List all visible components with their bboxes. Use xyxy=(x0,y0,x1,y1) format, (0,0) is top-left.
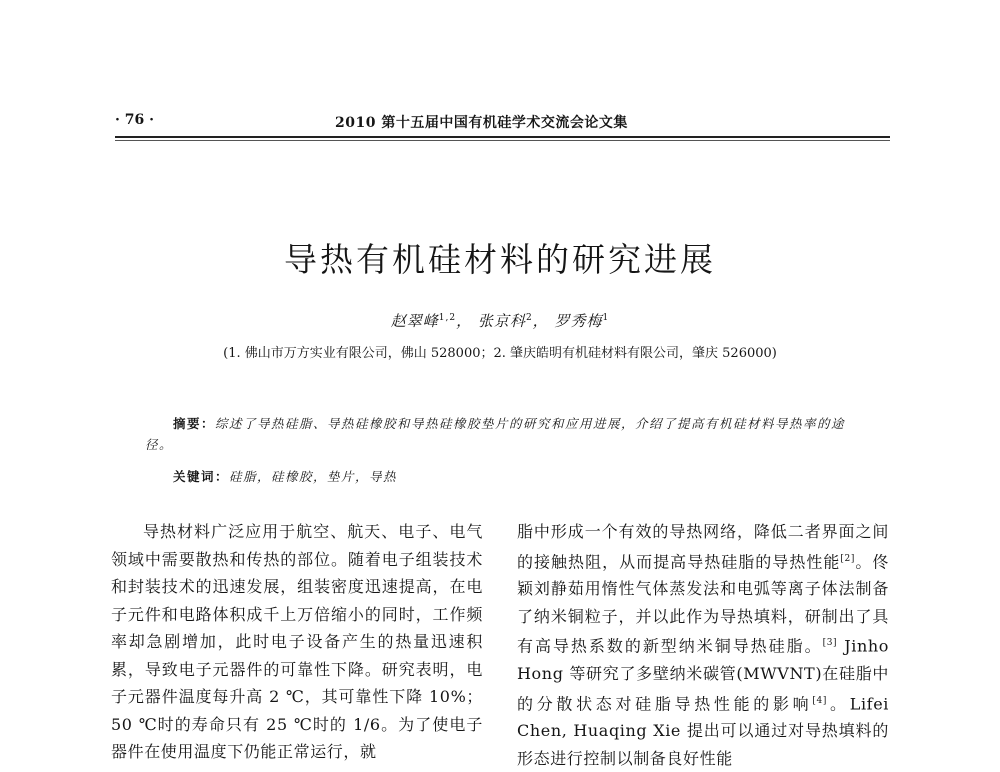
author: 张京科 xyxy=(477,312,526,330)
body-column-right xyxy=(517,518,889,772)
paper-title: 导热有机硅材料的研究进展 xyxy=(284,240,716,280)
running-header xyxy=(115,110,890,136)
keywords-text: 硅脂，硅橡胶，垫片，导热 xyxy=(229,469,398,484)
author-affiliation-mark: 1 xyxy=(602,313,610,323)
author-separator: ， xyxy=(456,312,473,330)
body-paragraph: 导热材料广泛应用于航空、航天、电子、电气领域中需要散热和传热的部位。随着电子组装技术和封装技术的迅速发展，组装密度迅速提高，在电子元件和电路体积成千上万倍缩小的同时，工作频率却急剧增加，此时电子设备产生的热量迅速积累，导致电子元器件的可靠性下降。研究表明，电子元器件温度每升高 2 ℃，其可靠性下降 10%；50 ℃时的寿命只有 25 ℃时的 1/6。为了使电子器件在使用温度下仍能正常运行，就 xyxy=(111,522,483,761)
page-number: · 76 · xyxy=(115,112,154,128)
body-text: 脂中形成一个有效的导热网络，降低二者界面之间的接触热阻，从而提高导热硅脂的导热性能 xyxy=(517,522,889,571)
keywords xyxy=(173,467,397,485)
author-separator: ， xyxy=(532,312,549,330)
author-list xyxy=(0,310,1000,331)
author: 赵翠峰 xyxy=(390,312,439,330)
author: 罗秀梅 xyxy=(554,312,603,330)
author-affiliation-mark: 2 xyxy=(525,313,533,323)
body-paragraph xyxy=(517,518,889,772)
header-rule-thin xyxy=(115,140,890,141)
body-text: Jinho Hong 等研究了多壁纳米碳管(MWVNT)在硅脂中的分散状态对硅脂导热性能的影响 xyxy=(517,636,889,713)
abstract-text: 综述了导热硅脂、导热硅橡胶和导热硅橡胶垫片的研究和应用进展，介绍了提高有机硅材料导热率的途径。 xyxy=(145,416,846,452)
citation[interactable]: [2] xyxy=(840,553,855,564)
body-text: 。佟颖刘静茹用惰性气体蒸发法和电弧等离子体法制备了纳米铜粒子，并以此作为导热填料，研制出了具有高导热系数的新型纳米铜导热硅脂。 xyxy=(517,551,889,656)
author-affiliation-mark: 1,2 xyxy=(438,313,457,323)
body-column-left xyxy=(111,518,483,766)
citation[interactable]: [4] xyxy=(812,695,827,706)
journal-title: 2010 第十五届中国有机硅学术交流会论文集 xyxy=(335,115,628,131)
citation[interactable]: [3] xyxy=(822,638,838,649)
abstract xyxy=(145,413,865,455)
header-rule-thick xyxy=(115,136,890,138)
affiliation: (1. 佛山市万方实业有限公司，佛山 528000；2. 肇庆皓明有机硅材料有限公司，肇庆 526000) xyxy=(223,346,777,361)
body-text: 。Lifei Chen, Huaqing Xie 提出可以通过对导热填料的形态进行控制以制备良好性能 xyxy=(517,693,889,768)
keywords-label: 关键词： xyxy=(173,469,230,484)
abstract-label: 摘要： xyxy=(173,416,216,431)
